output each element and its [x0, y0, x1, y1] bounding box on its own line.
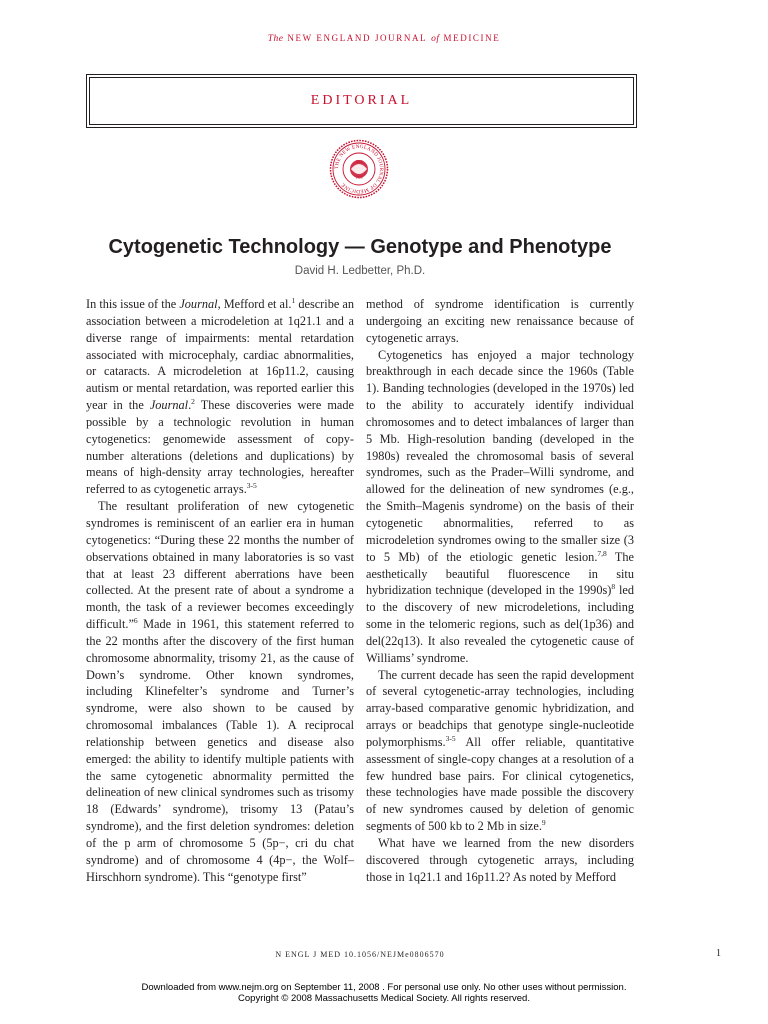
- text-run: The current decade has seen the rapid development of several cytogenetic-array technologies, including array-based comparative genomic hybridization, and arrays or beadchips that genotype single-nucleotide polymorphisms.: [366, 667, 634, 749]
- text-run: Made in 1961, this statement referred to the 22 months after the discovery of the first human chromosome abnormality, trisomy 21, as the cause of Down’s syndrome. Other known syndromes, including Klinefelter’s syndrome and Turner’s syndrome, were also shown to be caused by chromosomal imbalances (Table 1). A reciprocal relationship between genetics and disease also emerged: the ability to identify multiple patients with the same cytogenetic abnormality permitted the delineation of new clinical syndromes such as trisomy 18 (Edwards’ syndrome), trisomy 13 (Patau’s syndrome), and the first deletion syndromes: deletion of the p arm of chromosome 5 (5p−, cri du chat syndrome) and of chromosome 4 (4p−, the Wolf–Hirschhorn syndrome). This “genotype first”: [86, 617, 354, 884]
- text-run: led to the discovery of new microdeletions, including some in the telomeric regions, such as del(1p36) and del(22q13). It also revealed the cytogenetic cause of Williams’ syndrome.: [366, 583, 634, 665]
- page-number: 1: [716, 948, 721, 959]
- masthead-the: The: [267, 34, 284, 44]
- download-line: Downloaded from www.nejm.org on September 11, 2008 . For personal use only. No other uses without permission.: [141, 982, 627, 993]
- editorial-banner: [86, 74, 637, 128]
- reference-marker[interactable]: 3-5: [246, 481, 257, 491]
- svg-text:THE NEW ENGLAND JOURNAL OF MED: THE NEW ENGLAND JOURNAL OF MEDICINE: [333, 143, 385, 195]
- reference-marker[interactable]: 6: [133, 615, 138, 625]
- article-author: David H. Ledbetter, Ph.D.: [294, 265, 426, 277]
- doi-footer: N ENGL J MED 10.1056/NEJMe0806570: [275, 950, 445, 959]
- left-column: [86, 296, 354, 886]
- reference-marker[interactable]: 7,8: [597, 548, 607, 558]
- paragraph: [366, 347, 634, 667]
- paragraph: [366, 835, 634, 886]
- svg-text:1812: 1812: [355, 160, 363, 164]
- right-column: [366, 296, 634, 886]
- reference-marker[interactable]: 2: [191, 396, 195, 406]
- text-run: What have we learned from the new disorders discovered through cytogenetic arrays, including those in 1q21.1 and 16p11.2? As noted by Mefford: [366, 836, 634, 884]
- text-run: In this issue of the: [86, 297, 180, 311]
- text-run: The aesthetically beautiful fluorescence in situ hybridization technique (developed in the 1990s): [366, 549, 634, 598]
- text-run: , Mefford et al.: [217, 297, 292, 311]
- text-run: Cytogenetics has enjoyed a major technology breakthrough in each decade since the 1960s (Table 1). Banding technologies (developed in the 1970s) led to the ability to accurately identify individual chromosomes and to detect imbalances of larger than 5 Mb. High-resolution banding (developed in the 1980s) revealed the chromosomal basis of several syndromes, such as the Prader–Willi syndrome, and allowed for the delineation of new syndromes (e.g., the Smith–Magenis syndrome) on the basis of their cytogenetic abnormalities, referred to as microdeletion syndromes owing to the smaller size (3 to 5 Mb) of the etiologic genetic lesion.: [366, 347, 634, 564]
- section-label: EDITORIAL: [310, 93, 413, 108]
- svg-text:1929: 1929: [355, 176, 363, 180]
- masthead-name-1: NEW ENGLAND JOURNAL: [287, 33, 428, 43]
- reference-marker[interactable]: 9: [541, 818, 546, 828]
- journal-name: Journal: [149, 398, 189, 413]
- text-run: The resultant proliferation of new cytogenetic syndromes is reminiscent of an earlier era in human cytogenetics: “During these 22 months the number of observations obtained in many laboratories is so vast that at least 23 different aberrations have been collected. At the present rate of about a syndrome a month, the task of a reviewer becomes exceedingly difficult.”: [86, 499, 354, 632]
- article-title: Cytogenetic Technology — Genotype and Phenotype: [108, 236, 612, 258]
- reference-marker[interactable]: 1: [291, 295, 296, 305]
- paragraph: [86, 296, 354, 498]
- paragraph: [366, 667, 634, 835]
- journal-masthead: [0, 33, 768, 44]
- copyright-line: Copyright © 2008 Massachusetts Medical Society. All rights reserved.: [238, 993, 530, 1004]
- reference-marker[interactable]: 8: [611, 582, 616, 592]
- paragraph: method of syndrome identification is currently undergoing an exciting new renaissance because of cytogenetic arrays.: [366, 297, 634, 345]
- journal-seal-logo: [329, 139, 389, 199]
- text-run: describe an association between a microdeletion at 1q21.1 and a diverse range of impairments: mental retardation associated with microcephaly, cardiac abnormalities, or cataracts. A microdeletion at 16p11.2, causing autism or mental retardation, was reported earlier this year in the: [86, 297, 354, 413]
- masthead-name-2: MEDICINE: [443, 33, 501, 43]
- text-run: All offer reliable, quantitative assessment of single-copy changes at a resolution of a few hundred base pairs. For clinical cytogenetics, these technologies have made possible the discovery of new syndromes caused by deletion of genomic segments of 500 kb to 2 Mb in size.: [366, 734, 634, 834]
- text-run: These discoveries were made possible by a technologic revolution in human cytogenetics: genomewide assessment of copy-number alterations (deletions and duplications) by means of high-density array technologies, hereafter referred to as cytogenetic arrays.: [86, 398, 354, 497]
- journal-name: Journal: [179, 297, 218, 311]
- reference-marker[interactable]: 3-5: [445, 733, 456, 743]
- download-notice: [0, 982, 768, 1004]
- paragraph: [86, 498, 354, 885]
- text-run: .: [188, 398, 192, 413]
- masthead-of: of: [431, 34, 440, 44]
